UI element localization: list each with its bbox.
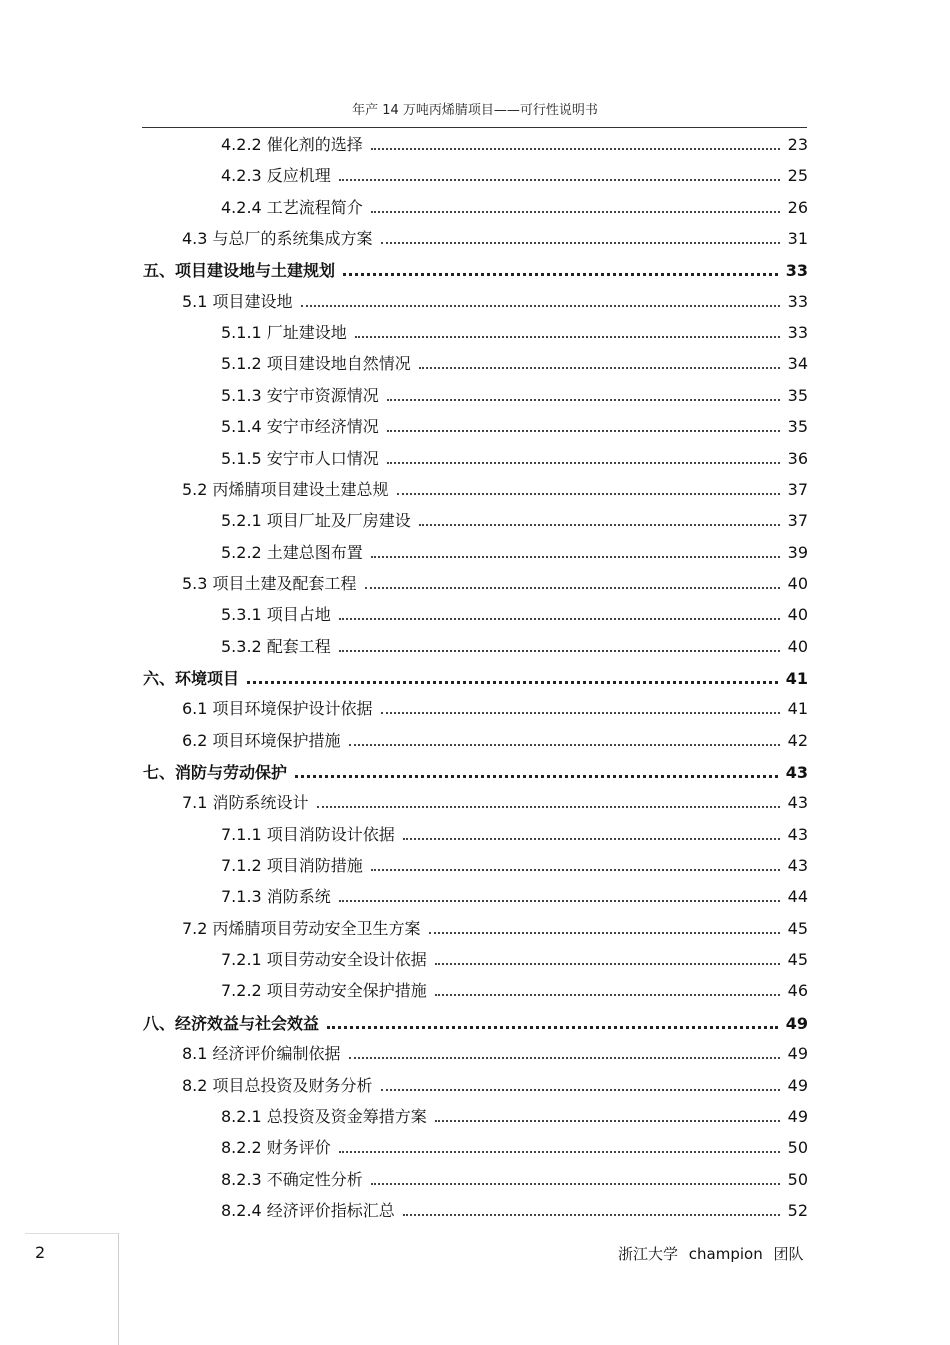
toc-entry-page: 49 (787, 1107, 808, 1126)
toc-entry[interactable] (221, 135, 808, 155)
toc-leader-dots (381, 229, 780, 244)
toc-leader-dots (339, 605, 780, 620)
toc-entry[interactable] (221, 417, 808, 437)
toc-entry-title: 5.2 丙烯腈项目建设土建总规 (182, 480, 389, 499)
toc-leader-dots (387, 386, 780, 401)
toc-entry[interactable] (221, 386, 808, 406)
footer-page-number: 2 (35, 1243, 46, 1262)
toc-leader-dots (301, 292, 780, 307)
footer-corner-line (25, 1233, 118, 1234)
toc-leader-dots (429, 919, 780, 934)
toc-leader-dots (371, 135, 780, 150)
toc-entry[interactable] (221, 950, 808, 970)
toc-entry[interactable] (182, 699, 808, 719)
toc-leader-dots (371, 856, 780, 871)
toc-entry-title: 8.2.1 总投资及资金筹措方案 (221, 1107, 427, 1126)
toc-entry-page: 49 (785, 1014, 808, 1033)
toc-leader-dots (247, 668, 778, 684)
toc-entry-title: 7.1.2 项目消防措施 (221, 856, 363, 875)
toc-entry[interactable] (221, 605, 808, 625)
toc-entry-page: 31 (787, 229, 808, 248)
toc-entry[interactable] (182, 574, 808, 594)
toc-leader-dots (371, 198, 780, 213)
toc-leader-dots (387, 417, 780, 432)
toc-leader-dots (365, 574, 780, 589)
toc-leader-dots (371, 1170, 780, 1185)
toc-entry-page: 36 (787, 449, 808, 468)
toc-entry-title: 5.2.2 土建总图布置 (221, 543, 363, 562)
toc-entry-title: 8.2 项目总投资及财务分析 (182, 1076, 373, 1095)
toc-entry-page: 42 (787, 731, 808, 750)
toc-leader-dots (295, 762, 778, 778)
toc-entry-page: 52 (787, 1201, 808, 1220)
toc-entry[interactable] (221, 449, 808, 469)
toc-entry[interactable] (221, 981, 808, 1001)
toc-entry[interactable] (221, 856, 808, 876)
toc-entry-page: 41 (785, 669, 808, 688)
toc-entry-page: 40 (787, 637, 808, 656)
toc-leader-dots (403, 825, 780, 840)
toc-entry-title: 8.2.4 经济评价指标汇总 (221, 1201, 395, 1220)
toc-entry-page: 23 (787, 135, 808, 154)
toc-entry-title: 4.2.3 反应机理 (221, 166, 331, 185)
toc-entry-page: 25 (787, 166, 808, 185)
toc-entry-title: 4.2.2 催化剂的选择 (221, 135, 363, 154)
toc-entry-page: 40 (787, 574, 808, 593)
toc-leader-dots (387, 449, 780, 464)
toc-entry-page: 40 (787, 605, 808, 624)
toc-entry[interactable] (143, 1013, 808, 1033)
toc-entry-page: 37 (787, 480, 808, 499)
toc-entry[interactable] (143, 668, 808, 688)
toc-leader-dots (343, 260, 778, 276)
toc-entry-page: 45 (787, 919, 808, 938)
toc-leader-dots (381, 1076, 780, 1091)
toc-entry-page: 35 (787, 386, 808, 405)
toc-leader-dots (419, 354, 780, 369)
toc-leader-dots (397, 480, 780, 495)
toc-entry[interactable] (221, 887, 808, 907)
toc-entry-title: 五、项目建设地与土建规划 (143, 261, 336, 280)
toc-leader-dots (339, 887, 780, 902)
toc-entry-title: 8.2.3 不确定性分析 (221, 1170, 363, 1189)
toc-entry-title: 5.1.5 安宁市人口情况 (221, 449, 379, 468)
toc-entry[interactable] (221, 166, 808, 186)
toc-entry-page: 43 (787, 793, 808, 812)
running-header: 年产 14 万吨丙烯腈项目——可行性说明书 (352, 103, 598, 118)
toc-entry-title: 六、环境项目 (143, 669, 240, 688)
toc-entry-page: 43 (787, 825, 808, 844)
toc-entry[interactable] (143, 260, 808, 280)
toc-entry-title: 5.1.3 安宁市资源情况 (221, 386, 379, 405)
toc-entry-page: 50 (787, 1170, 808, 1189)
toc-entry-page: 33 (787, 292, 808, 311)
toc-entry-page: 33 (787, 323, 808, 342)
toc-entry[interactable] (221, 1170, 808, 1190)
toc-leader-dots (435, 1107, 780, 1122)
toc-entry-page: 50 (787, 1138, 808, 1157)
toc-entry-title: 5.2.1 项目厂址及厂房建设 (221, 511, 411, 530)
toc-entry[interactable] (221, 511, 808, 531)
toc-entry[interactable] (221, 323, 808, 343)
toc-entry-title: 5.1.2 项目建设地自然情况 (221, 354, 411, 373)
toc-entry-page: 43 (785, 763, 808, 782)
footer-divider (118, 1233, 119, 1345)
toc-leader-dots (419, 511, 780, 526)
toc-entry[interactable] (221, 543, 808, 563)
toc-leader-dots (339, 1138, 780, 1153)
toc-entry-title: 6.2 项目环境保护措施 (182, 731, 341, 750)
toc-entry-title: 八、经济效益与社会效益 (143, 1014, 320, 1033)
toc-entry-title: 7.2 丙烯腈项目劳动安全卫生方案 (182, 919, 421, 938)
toc-leader-dots (339, 637, 780, 652)
toc-leader-dots (355, 323, 780, 338)
toc-entry[interactable] (182, 1076, 808, 1096)
toc-leader-dots (327, 1013, 778, 1029)
toc-entry-page: 33 (785, 261, 808, 280)
toc-entry[interactable] (182, 1044, 808, 1064)
toc-entry-title: 7.2.1 项目劳动安全设计依据 (221, 950, 427, 969)
toc-leader-dots (371, 543, 780, 558)
toc-leader-dots (349, 731, 780, 746)
toc-entry-title: 8.2.2 财务评价 (221, 1138, 331, 1157)
toc-entry-title: 7.2.2 项目劳动安全保护措施 (221, 981, 427, 1000)
toc-leader-dots (435, 950, 780, 965)
toc-entry-title: 5.3.1 项目占地 (221, 605, 331, 624)
toc-leader-dots (339, 166, 780, 181)
toc-entry[interactable] (221, 354, 808, 374)
toc-leader-dots (349, 1044, 780, 1059)
toc-entry[interactable] (221, 1107, 808, 1127)
toc-entry-title: 5.3.2 配套工程 (221, 637, 331, 656)
toc-entry[interactable] (143, 762, 808, 782)
toc-entry-page: 49 (787, 1044, 808, 1063)
toc-entry-page: 37 (787, 511, 808, 530)
toc-entry-title: 7.1.1 项目消防设计依据 (221, 825, 395, 844)
toc-entry[interactable] (221, 198, 808, 218)
toc-entry[interactable] (182, 793, 808, 813)
toc-entry-title: 4.2.4 工艺流程简介 (221, 198, 363, 217)
toc-entry[interactable] (182, 292, 808, 312)
toc-entry-title: 5.1 项目建设地 (182, 292, 293, 311)
toc-entry-page: 46 (787, 981, 808, 1000)
toc-entry-page: 35 (787, 417, 808, 436)
toc-entry[interactable] (221, 825, 808, 845)
toc-entry-title: 7.1 消防系统设计 (182, 793, 309, 812)
toc-leader-dots (403, 1201, 780, 1216)
toc-entry-page: 45 (787, 950, 808, 969)
toc-entry[interactable] (182, 919, 808, 939)
toc-leader-dots (317, 793, 780, 808)
toc-entry-title: 5.3 项目土建及配套工程 (182, 574, 357, 593)
toc-entry-title: 5.1.4 安宁市经济情况 (221, 417, 379, 436)
toc-entry-page: 43 (787, 856, 808, 875)
toc-entry-title: 8.1 经济评价编制依据 (182, 1044, 341, 1063)
toc-entry[interactable] (221, 1138, 808, 1158)
toc-entry-page: 44 (787, 887, 808, 906)
toc-entry-page: 41 (787, 699, 808, 718)
toc-leader-dots (381, 699, 780, 714)
toc-leader-dots (435, 981, 780, 996)
toc-entry-page: 26 (787, 198, 808, 217)
toc-entry-title: 七、消防与劳动保护 (143, 763, 288, 782)
toc-entry-page: 49 (787, 1076, 808, 1095)
toc-entry[interactable] (221, 1201, 808, 1221)
toc-entry[interactable] (182, 229, 808, 249)
toc-entry[interactable] (182, 731, 808, 751)
toc-entry-title: 5.1.1 厂址建设地 (221, 323, 347, 342)
toc-entry[interactable] (221, 637, 808, 657)
toc-entry-title: 6.1 项目环境保护设计依据 (182, 699, 373, 718)
footer-organization: 浙江大学 champion 团队 (618, 1245, 804, 1263)
toc-entry-title: 7.1.3 消防系统 (221, 887, 331, 906)
toc-entry[interactable] (182, 480, 808, 500)
toc-entry-title: 4.3 与总厂的系统集成方案 (182, 229, 373, 248)
toc-entry-page: 39 (787, 543, 808, 562)
toc-entry-page: 34 (787, 354, 808, 373)
